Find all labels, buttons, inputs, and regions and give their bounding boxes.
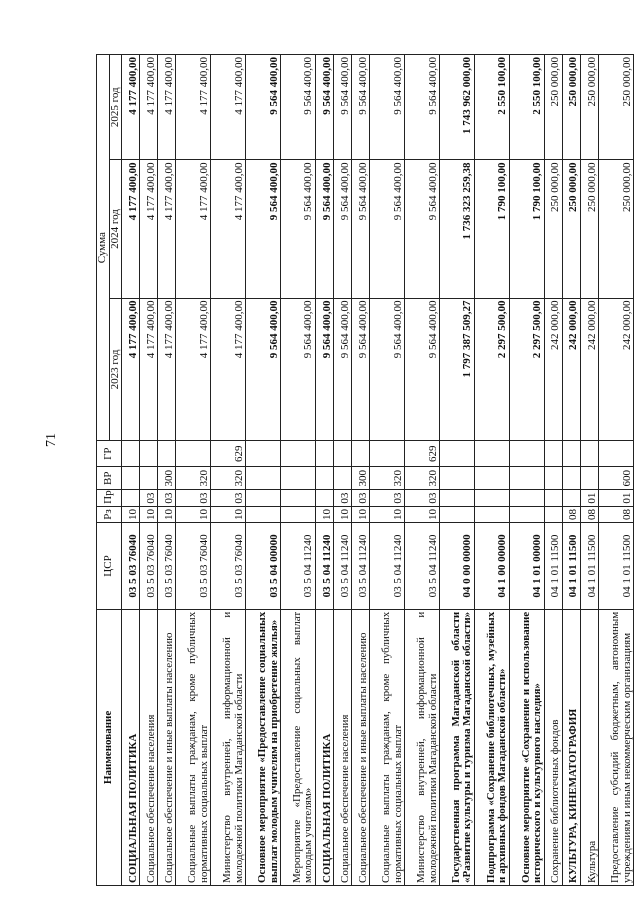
table-cell-vr	[334, 467, 352, 490]
table-cell-2025: 250 000,00	[580, 55, 598, 160]
table-cell-rz: 08	[599, 506, 634, 522]
table-cell-name: Социальное обеспечение и иные выплаты населению	[352, 609, 370, 885]
table-row	[562, 55, 580, 886]
table-cell-2023: 4 177 400,00	[211, 298, 246, 441]
table-cell-csr: 03 5 03 76040	[122, 523, 140, 610]
table-cell-csr: 03 5 03 76040	[176, 523, 211, 610]
table-cell-2024: 9 564 400,00	[352, 160, 370, 298]
table-cell-name: СОЦИАЛЬНАЯ ПОЛИТИКА	[122, 609, 140, 885]
table-cell-rz: 10	[122, 506, 140, 522]
table-cell-name: Культура	[580, 609, 598, 885]
table-cell-gr	[580, 441, 598, 467]
table-cell-2025: 9 564 400,00	[315, 55, 333, 160]
table-cell-name: Сохранение библиотечных фондов	[544, 609, 562, 885]
table-cell-2023: 9 564 400,00	[246, 298, 281, 441]
table-cell-name: Социальные выплаты гражданам, кроме публичных нормативных социальных выплат	[370, 609, 405, 885]
table-row	[140, 55, 158, 886]
table-cell-vr	[315, 467, 333, 490]
table-cell-pr	[281, 490, 316, 506]
table-cell-rz: 10	[211, 506, 246, 522]
table-cell-vr	[246, 467, 281, 490]
table-cell-2024: 4 177 400,00	[122, 160, 140, 298]
table-cell-vr: 300	[158, 467, 176, 490]
table-cell-name: Социальные выплаты гражданам, кроме публичных нормативных социальных выплат	[176, 609, 211, 885]
table-cell-2025: 250 000,00	[599, 55, 634, 160]
table-cell-2025: 250 000,00	[562, 55, 580, 160]
table-cell-2023: 9 564 400,00	[315, 298, 333, 441]
table-cell-gr	[158, 441, 176, 467]
table-cell-csr: 03 5 04 11240	[352, 523, 370, 610]
table-cell-2023: 242 000,00	[580, 298, 598, 441]
table-cell-name: Социальное обеспечение населения	[334, 609, 352, 885]
table-cell-pr: 03	[211, 490, 246, 506]
table-cell-2025: 4 177 400,00	[211, 55, 246, 160]
table-cell-csr: 03 5 04 11240	[370, 523, 405, 610]
table-cell-2025: 9 564 400,00	[281, 55, 316, 160]
table-cell-name: Государственная программа Магаданской области «Развитие культуры и туризма Магаданской области»	[440, 609, 475, 885]
table-cell-2024: 1 790 100,00	[474, 160, 509, 298]
table-cell-pr: 03	[370, 490, 405, 506]
table-cell-csr: 04 1 01 11500	[562, 523, 580, 610]
table-cell-gr	[562, 441, 580, 467]
table-cell-pr: 03	[405, 490, 440, 506]
table-cell-2024: 4 177 400,00	[158, 160, 176, 298]
table-cell-2023: 2 297 500,00	[509, 298, 544, 441]
table-cell-rz: 10	[140, 506, 158, 522]
table-cell-pr	[544, 490, 562, 506]
table-row	[158, 55, 176, 886]
table-cell-2023: 2 297 500,00	[474, 298, 509, 441]
table-cell-2023: 4 177 400,00	[176, 298, 211, 441]
table-cell-gr	[140, 441, 158, 467]
header-csr: ЦСР	[97, 523, 122, 610]
table-cell-2025: 2 550 100,00	[474, 55, 509, 160]
table-cell-rz	[544, 506, 562, 522]
table-cell-rz: 10	[352, 506, 370, 522]
table-cell-gr: 629	[211, 441, 246, 467]
table-cell-2023: 242 000,00	[544, 298, 562, 441]
table-row	[405, 55, 440, 886]
header-2023: 2023 год	[109, 298, 122, 441]
table-cell-rz: 10	[315, 506, 333, 522]
table-cell-rz: 10	[405, 506, 440, 522]
table-cell-2025: 2 550 100,00	[509, 55, 544, 160]
table-cell-2024: 250 000,00	[544, 160, 562, 298]
table-cell-2024: 1 736 323 259,38	[440, 160, 475, 298]
table-cell-2024: 9 564 400,00	[334, 160, 352, 298]
table-cell-2023: 1 797 387 509,27	[440, 298, 475, 441]
table-cell-csr: 03 5 04 11240	[281, 523, 316, 610]
table-cell-pr	[122, 490, 140, 506]
table-row	[580, 55, 598, 886]
header-vr: ВР	[97, 467, 122, 490]
table-cell-vr: 320	[211, 467, 246, 490]
table-cell-vr: 320	[176, 467, 211, 490]
table-cell-vr	[474, 467, 509, 490]
table-cell-gr	[315, 441, 333, 467]
table-cell-name: КУЛЬТУРА, КИНЕМАТОГРАФИЯ	[562, 609, 580, 885]
table-cell-pr: 03	[176, 490, 211, 506]
table-row	[544, 55, 562, 886]
table-cell-csr: 04 1 01 11500	[580, 523, 598, 610]
table-row	[474, 55, 509, 886]
header-2024: 2024 год	[109, 160, 122, 298]
table-cell-2024: 1 790 100,00	[509, 160, 544, 298]
table-cell-csr: 03 5 04 11240	[334, 523, 352, 610]
table-cell-2024: 9 564 400,00	[370, 160, 405, 298]
table-row	[509, 55, 544, 886]
table-cell-rz	[281, 506, 316, 522]
table-cell-name: Социальное обеспечение и иные выплаты населению	[158, 609, 176, 885]
table-cell-pr: 03	[334, 490, 352, 506]
table-row	[315, 55, 333, 886]
table-row	[246, 55, 281, 886]
table-cell-csr: 03 5 03 76040	[211, 523, 246, 610]
table-cell-2024: 9 564 400,00	[315, 160, 333, 298]
table-cell-2024: 9 564 400,00	[246, 160, 281, 298]
table-cell-2023: 9 564 400,00	[405, 298, 440, 441]
table-cell-pr	[474, 490, 509, 506]
table-cell-pr	[509, 490, 544, 506]
table-cell-csr: 03 5 03 76040	[158, 523, 176, 610]
table-cell-csr: 03 5 04 00000	[246, 523, 281, 610]
rotated-table-container	[96, 54, 634, 886]
table-cell-gr	[509, 441, 544, 467]
table-cell-2024: 250 000,00	[599, 160, 634, 298]
table-cell-2025: 9 564 400,00	[334, 55, 352, 160]
table-cell-2023: 4 177 400,00	[140, 298, 158, 441]
table-cell-name: Основное мероприятие «Сохранение и использование исторического и культурного наследия»	[509, 609, 544, 885]
table-cell-rz	[509, 506, 544, 522]
table-cell-pr: 01	[580, 490, 598, 506]
table-cell-2025: 4 177 400,00	[140, 55, 158, 160]
table-cell-rz	[440, 506, 475, 522]
table-cell-2025: 9 564 400,00	[370, 55, 405, 160]
table-cell-2025: 4 177 400,00	[158, 55, 176, 160]
table-cell-vr: 600	[599, 467, 634, 490]
table-cell-2024: 4 177 400,00	[211, 160, 246, 298]
table-cell-csr: 04 1 01 00000	[509, 523, 544, 610]
header-row-1	[97, 55, 110, 886]
table-row	[352, 55, 370, 886]
table-cell-pr	[562, 490, 580, 506]
table-cell-vr	[122, 467, 140, 490]
table-cell-vr: 300	[352, 467, 370, 490]
table-cell-csr: 03 5 04 11240	[405, 523, 440, 610]
table-row	[599, 55, 634, 886]
table-cell-rz	[474, 506, 509, 522]
table-cell-2023: 9 564 400,00	[352, 298, 370, 441]
header-gr: ГР	[97, 441, 122, 467]
table-cell-2023: 4 177 400,00	[122, 298, 140, 441]
table-cell-2024: 250 000,00	[580, 160, 598, 298]
table-cell-csr: 03 5 04 11240	[315, 523, 333, 610]
table-cell-2023: 9 564 400,00	[334, 298, 352, 441]
table-cell-gr	[334, 441, 352, 467]
header-pr: Пр	[97, 490, 122, 506]
table-cell-pr: 03	[352, 490, 370, 506]
table-cell-csr: 03 5 03 76040	[140, 523, 158, 610]
table-cell-gr	[122, 441, 140, 467]
table-cell-csr: 04 0 00 00000	[440, 523, 475, 610]
table-cell-gr	[370, 441, 405, 467]
table-cell-2023: 242 000,00	[599, 298, 634, 441]
table-cell-rz: 10	[176, 506, 211, 522]
table-cell-rz: 08	[580, 506, 598, 522]
table-cell-pr	[246, 490, 281, 506]
table-cell-name: Министерство внутренней, информационной и молодежной политики Магаданской области	[405, 609, 440, 885]
table-cell-gr	[246, 441, 281, 467]
table-cell-2024: 4 177 400,00	[176, 160, 211, 298]
table-cell-gr	[599, 441, 634, 467]
header-sum: Сумма	[97, 55, 110, 441]
table-cell-2025: 9 564 400,00	[405, 55, 440, 160]
table-cell-pr	[440, 490, 475, 506]
table-cell-2024: 9 564 400,00	[281, 160, 316, 298]
table-cell-2023: 9 564 400,00	[281, 298, 316, 441]
table-cell-vr	[440, 467, 475, 490]
table-cell-2023: 9 564 400,00	[370, 298, 405, 441]
table-cell-vr	[281, 467, 316, 490]
table-cell-vr	[562, 467, 580, 490]
table-cell-2025: 1 743 962 000,00	[440, 55, 475, 160]
table-cell-2025: 250 000,00	[544, 55, 562, 160]
table-cell-vr	[580, 467, 598, 490]
table-cell-name: Основное мероприятие «Предоставление социальных выплат молодым учителям на приобретение жилья»	[246, 609, 281, 885]
table-cell-2024: 4 177 400,00	[140, 160, 158, 298]
table-row	[370, 55, 405, 886]
table-cell-rz	[246, 506, 281, 522]
table-cell-name: Министерство внутренней, информационной и молодежной политики Магаданской области	[211, 609, 246, 885]
table-cell-vr	[544, 467, 562, 490]
table-cell-rz: 08	[562, 506, 580, 522]
table-cell-name: Социальное обеспечение населения	[140, 609, 158, 885]
table-cell-2024: 9 564 400,00	[405, 160, 440, 298]
header-name: Наименование	[97, 609, 122, 885]
table-cell-pr: 03	[140, 490, 158, 506]
table-cell-gr	[176, 441, 211, 467]
table-cell-csr: 04 1 01 11500	[544, 523, 562, 610]
table-row	[334, 55, 352, 886]
header-2025: 2025 год	[109, 55, 122, 160]
table-cell-name: Подпрограмма «Сохранение библиотечных, музейных и архивных фондов Магаданской области»	[474, 609, 509, 885]
table-row	[440, 55, 475, 886]
table-cell-csr: 04 1 00 00000	[474, 523, 509, 610]
table-cell-2023: 4 177 400,00	[158, 298, 176, 441]
table-row	[122, 55, 140, 886]
table-cell-2024: 250 000,00	[562, 160, 580, 298]
table-cell-rz: 10	[158, 506, 176, 522]
table-cell-gr	[281, 441, 316, 467]
table-cell-pr: 03	[158, 490, 176, 506]
table-row	[176, 55, 211, 886]
table-cell-2025: 4 177 400,00	[122, 55, 140, 160]
table-row	[211, 55, 246, 886]
table-cell-gr: 629	[405, 441, 440, 467]
table-row	[281, 55, 316, 886]
table-cell-2023: 242 000,00	[562, 298, 580, 441]
table-cell-gr	[440, 441, 475, 467]
table-cell-rz: 10	[334, 506, 352, 522]
page-number: 71	[44, 433, 59, 447]
table-cell-gr	[352, 441, 370, 467]
table-cell-gr	[474, 441, 509, 467]
header-rz: Рз	[97, 506, 122, 522]
table-cell-vr: 320	[405, 467, 440, 490]
table-cell-pr	[315, 490, 333, 506]
budget-table	[96, 54, 634, 886]
table-cell-rz: 10	[370, 506, 405, 522]
table-cell-vr	[509, 467, 544, 490]
table-cell-pr: 01	[599, 490, 634, 506]
table-cell-2025: 9 564 400,00	[352, 55, 370, 160]
table-cell-2025: 9 564 400,00	[246, 55, 281, 160]
table-cell-name: Предоставление субсидий бюджетным, автономным учреждениям и иным некоммерческим организациям	[599, 609, 634, 885]
table-cell-vr: 320	[370, 467, 405, 490]
table-cell-2025: 4 177 400,00	[176, 55, 211, 160]
table-cell-vr	[140, 467, 158, 490]
table-cell-name: Мероприятие «Предоставление социальных выплат молодым учителям»	[281, 609, 316, 885]
table-cell-name: СОЦИАЛЬНАЯ ПОЛИТИКА	[315, 609, 333, 885]
table-cell-csr: 04 1 01 11500	[599, 523, 634, 610]
table-cell-gr	[544, 441, 562, 467]
